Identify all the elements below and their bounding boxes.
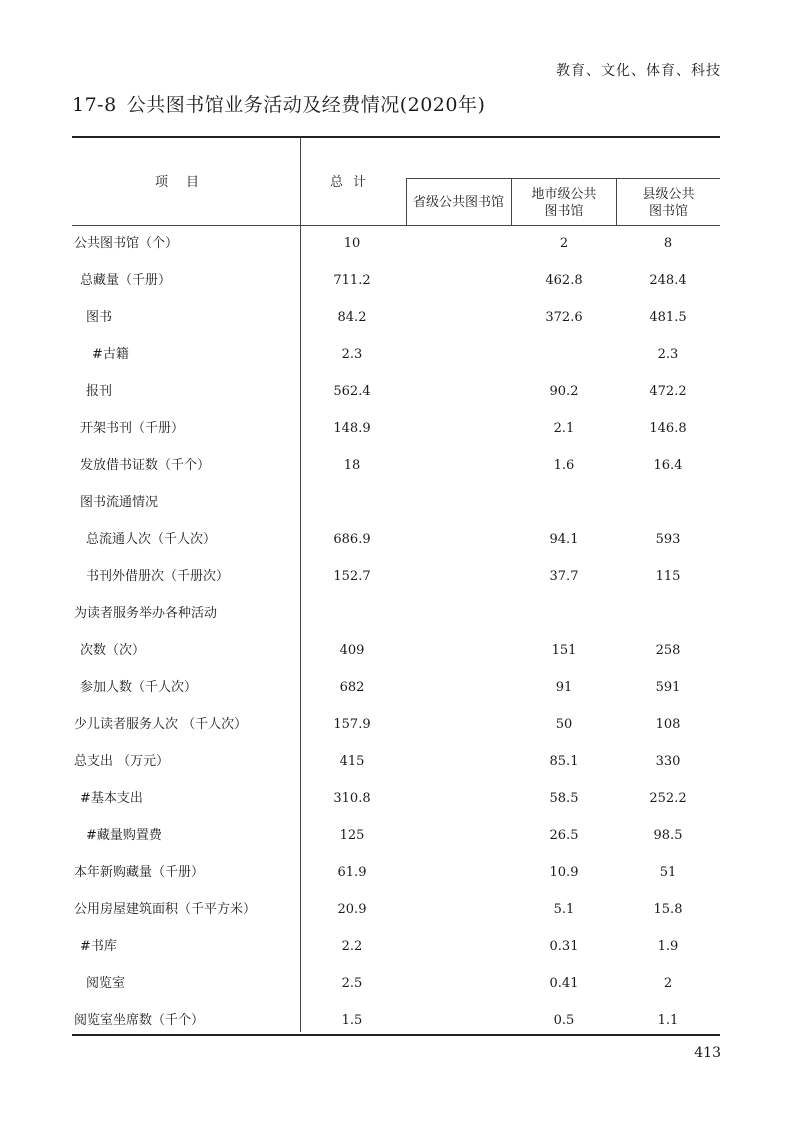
table-row [72, 752, 720, 772]
table-row [72, 308, 720, 328]
row-label: #古籍 [92, 347, 129, 362]
cell-city: 0.31 [549, 939, 579, 954]
cell-county: 593 [655, 532, 681, 547]
cell-total: 18 [343, 458, 361, 473]
cell-total: 409 [339, 643, 365, 658]
cell-county: 16.4 [653, 458, 683, 473]
table-row [72, 604, 720, 624]
cell-city: 2 [559, 236, 569, 251]
running-head: 教育、文化、体育、科技 [556, 63, 721, 79]
table-row [72, 456, 720, 476]
table-row [72, 1011, 720, 1031]
header-total: 总计 [329, 175, 376, 190]
cell-city: 5.1 [553, 902, 575, 917]
row-label: 报刊 [86, 384, 113, 399]
statistics-table [72, 136, 720, 1036]
row-label: 阅览室坐席数（千个） [74, 1013, 205, 1028]
table-row [72, 678, 720, 698]
row-label: 少儿读者服务人次 （千人次） [74, 717, 248, 732]
row-label: #藏量购置费 [86, 828, 162, 843]
cell-county: 2.3 [657, 347, 679, 362]
row-label: 图书 [86, 310, 113, 325]
cell-city: 0.41 [549, 976, 579, 991]
cell-total: 682 [339, 680, 365, 695]
table-body [72, 226, 720, 1034]
cell-city: 85.1 [549, 754, 579, 769]
cell-total: 415 [339, 754, 365, 769]
row-label: 次数（次） [80, 643, 146, 658]
row-label: 为读者服务举办各种活动 [74, 606, 218, 621]
header-county [617, 179, 720, 226]
table-bottom-rule [72, 1034, 720, 1036]
header-subcolumns [406, 178, 720, 226]
cell-total: 711.2 [333, 273, 371, 288]
cell-total: 562.4 [333, 384, 371, 399]
row-label: 参加人数（千人次） [80, 680, 198, 695]
cell-total: 10 [343, 236, 361, 251]
cell-county: 115 [655, 569, 681, 584]
table-header [72, 138, 720, 226]
table-row [72, 900, 720, 920]
cell-city: 91 [555, 680, 573, 695]
cell-total: 152.7 [333, 569, 371, 584]
table-number: 17-8 [72, 94, 117, 116]
header-county-label: 县级公共 图书馆 [642, 186, 695, 219]
cell-city: 26.5 [549, 828, 579, 843]
row-label: 阅览室 [86, 976, 126, 991]
cell-total: 2.5 [341, 976, 363, 991]
row-label: 总藏量（千册） [80, 273, 172, 288]
row-label: 本年新购藏量（千册） [74, 865, 205, 880]
cell-county: 2 [663, 976, 673, 991]
table-row [72, 937, 720, 957]
cell-county: 248.4 [649, 273, 687, 288]
row-label: 图书流通情况 [80, 495, 159, 510]
row-label: 公共图书馆（个） [74, 236, 179, 251]
cell-city: 462.8 [545, 273, 583, 288]
cell-total: 148.9 [333, 421, 371, 436]
page-number: 413 [694, 1045, 721, 1061]
cell-city: 50 [555, 717, 573, 732]
cell-county: 98.5 [653, 828, 683, 843]
table-row [72, 789, 720, 809]
header-city [512, 179, 616, 226]
row-label: 总支出 （万元） [74, 754, 170, 769]
table-row [72, 493, 720, 513]
cell-city: 2.1 [553, 421, 575, 436]
cell-county: 252.2 [649, 791, 687, 806]
row-label: #基本支出 [80, 791, 143, 806]
table-row [72, 863, 720, 883]
cell-total: 1.5 [341, 1013, 363, 1028]
table-title-text: 公共图书馆业务活动及经费情况(2020年) [126, 94, 486, 116]
cell-county: 1.9 [657, 939, 679, 954]
cell-total: 2.3 [341, 347, 363, 362]
row-label: 书刊外借册次（千册次） [86, 569, 230, 584]
cell-city: 90.2 [549, 384, 579, 399]
cell-city: 94.1 [549, 532, 579, 547]
table-row [72, 641, 720, 661]
cell-county: 51 [659, 865, 677, 880]
cell-county: 108 [655, 717, 681, 732]
table-title [72, 90, 485, 117]
cell-city: 58.5 [549, 791, 579, 806]
table-row [72, 826, 720, 846]
cell-total: 157.9 [333, 717, 371, 732]
cell-city: 37.7 [549, 569, 579, 584]
header-city-label: 地市级公共 图书馆 [531, 186, 597, 219]
cell-county: 8 [663, 236, 673, 251]
table-row [72, 234, 720, 254]
cell-total: 2.2 [341, 939, 363, 954]
row-label: 总流通人次（千人次） [86, 532, 217, 547]
cell-city: 10.9 [549, 865, 579, 880]
row-label: 开架书刊（千册） [80, 421, 185, 436]
table-row [72, 419, 720, 439]
row-label: #书库 [80, 939, 117, 954]
table-row [72, 715, 720, 735]
cell-city: 372.6 [545, 310, 583, 325]
cell-total: 84.2 [337, 310, 367, 325]
cell-total: 20.9 [337, 902, 367, 917]
cell-city: 0.5 [553, 1013, 575, 1028]
cell-county: 1.1 [657, 1013, 679, 1028]
cell-total: 310.8 [333, 791, 371, 806]
cell-total: 61.9 [337, 865, 367, 880]
cell-city: 151 [551, 643, 577, 658]
row-label: 发放借书证数（千个） [80, 458, 211, 473]
table-row [72, 271, 720, 291]
table-row [72, 530, 720, 550]
cell-county: 591 [655, 680, 681, 695]
cell-total: 686.9 [333, 532, 371, 547]
table-row [72, 382, 720, 402]
cell-county: 15.8 [653, 902, 683, 917]
cell-county: 330 [655, 754, 681, 769]
cell-city: 1.6 [553, 458, 575, 473]
table-row [72, 345, 720, 365]
header-provincial [406, 179, 511, 226]
header-provincial-label: 省级公共图书馆 [412, 195, 504, 210]
cell-county: 472.2 [649, 384, 687, 399]
row-label: 公用房屋建筑面积（千平方米） [74, 902, 257, 917]
table-row [72, 974, 720, 994]
cell-county: 258 [655, 643, 681, 658]
header-item: 项目 [154, 175, 217, 190]
cell-county: 481.5 [649, 310, 687, 325]
table-row [72, 567, 720, 587]
cell-county: 146.8 [649, 421, 687, 436]
cell-total: 125 [339, 828, 365, 843]
